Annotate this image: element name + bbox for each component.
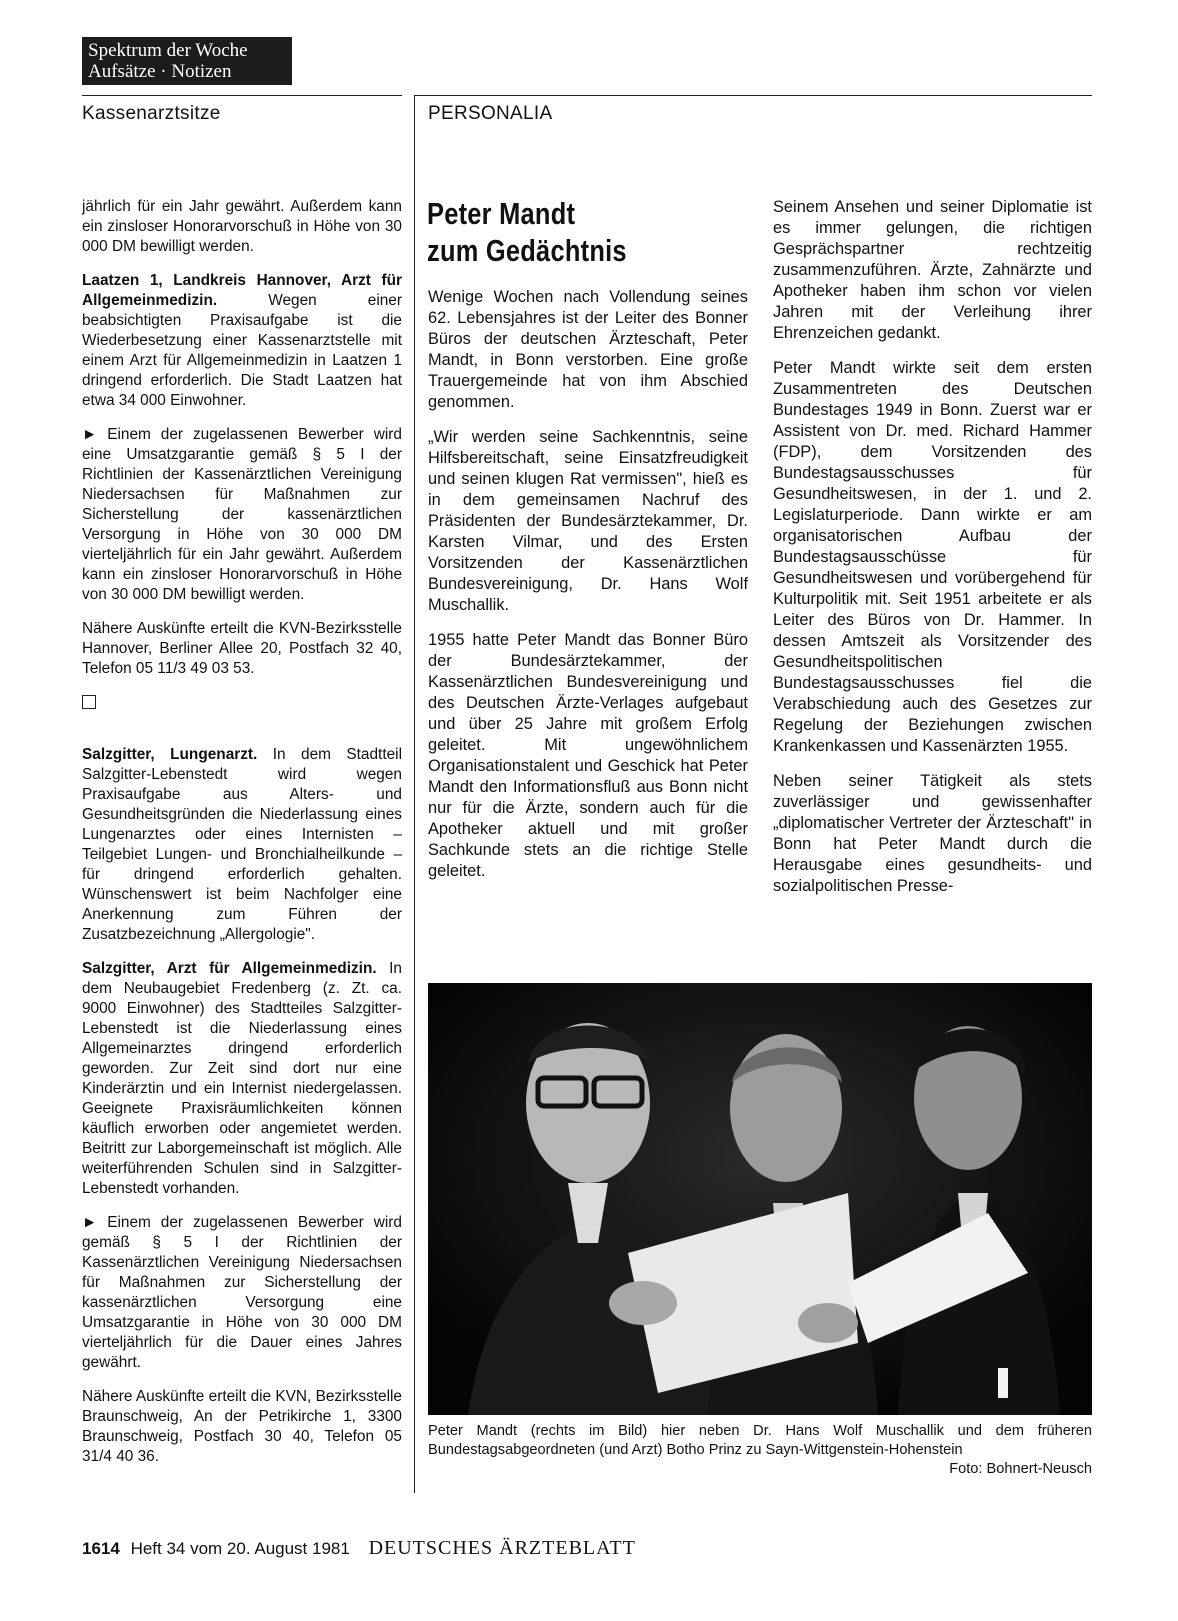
page-footer [82, 1537, 636, 1560]
brand-line-1: Spektrum der Woche [88, 40, 248, 61]
issue-info: Heft 34 vom 20. August 1981 [130, 1539, 350, 1558]
left-paragraph-5 [82, 745, 402, 945]
section-label-right: PERSONALIA [428, 103, 553, 124]
section-brand-box [82, 37, 292, 85]
headline-line-2: zum Gedächtnis [427, 233, 627, 268]
page-number: 1614 [82, 1539, 120, 1558]
left-paragraph-1: jährlich für ein Jahr gewährt. Außerdem kann ein zinsloser Honorarvorschuß in Höhe von 30 000 DM bewilligt werden. [82, 198, 402, 255]
left-paragraph-7: ► Einem der zugelassenen Bewerber wird gemäß § 5 I der Richtlinien der Kassenärztlichen Vereinigung Niedersachsen für Maßnahmen zur Sicherstellung der kassenärztlichen Versorgung eine Umsatzgarantie in Höhe von 30 000 DM vierteljährlich für die Dauer eines Jahres gewährt. [82, 1214, 402, 1371]
article-column-1 [428, 287, 748, 896]
article-headline [427, 195, 689, 269]
left-paragraph-5-heading: Salzgitter, Lungenarzt. [82, 746, 258, 763]
article-col1-paragraph-2: „Wir werden seine Sachkenntnis, seine Hilfsbereitschaft, seine Einsatzfreudigkeit und seinen klugen Rat vermissen", hieß es in dem gemeinsamen Nachruf des Präsidenten der Bundesärztekammer, Dr. Karsten Vilmar, und des Ersten Vorsitzenden der Kassenärztlichen Bundesvereinigung, Dr. Hans Wolf Muschallik. [428, 428, 748, 614]
article-col1-paragraph-3: 1955 hatte Peter Mandt das Bonner Büro der Bundesärztekammer, der Kassenärztlichen Bundesvereinigung und des Deutschen Ärzte-Verlages aufgebaut und über 25 Jahre mit großem Erfolg geleitet. Mit ungewöhnlichem Organisationstalent und Geschick hat Peter Mandt den Informationsfluß aus Bonn nicht nur für die Ärzte, sondern auch für die Apotheker aktuell und mit großer Sachkunde stets an die richtige Stelle geleitet. [428, 631, 748, 880]
top-rule-right [414, 95, 1092, 96]
column-divider [414, 95, 415, 1493]
article-column-2 [773, 197, 1092, 911]
left-paragraph-4: Nähere Auskünfte erteilt die KVN-Bezirksstelle Hannover, Berliner Allee 20, Postfach 32 40, Telefon 05 11/3 49 03 53. [82, 620, 402, 677]
article-col2-paragraph-1: Seinem Ansehen und seiner Diplomatie ist es immer gelungen, die richtigen Gesprächspartner rechtzeitig zusammenzuführen. Ärzte, Zahnärzte und Apotheker haben ihm schon vor vielen Jahren mit der Verleihung ihrer Ehrenzeichen gedankt. [773, 198, 1092, 342]
article-photo [428, 983, 1092, 1415]
left-paragraph-3: ► Einem der zugelassenen Bewerber wird eine Umsatzgarantie gemäß § 5 I der Richtlinien der Kassenärztlichen Vereinigung Niedersachsen für Maßnahmen zur Sicherstellung der kassenärztlichen Versorgung in Höhe von 30 000 DM vierteljährlich für ein Jahr gewährt. Außerdem kann ein zinsloser Honorarvorschuß in Höhe von 30 000 DM bewilligt werden. [82, 426, 402, 603]
left-paragraph-6 [82, 959, 402, 1199]
section-label-left: Kassenarztsitze [82, 103, 221, 124]
square-icon [82, 695, 96, 709]
journal-name: DEUTSCHES ÄRZTEBLATT [368, 1537, 636, 1559]
photo-illustration [428, 983, 1092, 1415]
left-paragraph-5-text: In dem Stadtteil Salzgitter-Lebenstedt wird wegen Praxisaufgabe aus Alters- und Gesundheitsgründen die Niederlassung eines Lungenarztes oder eines Internisten – Teilgebiet Lungen- und Bronchialheilkunde – für dringend erforderlich gehalten. Wünschenswert ist beim Nachfolger eine Anerkennung zum Führen der Zusatzbezeichnung „Allergologie". [82, 746, 403, 943]
left-paragraph-2 [82, 271, 402, 411]
left-paragraph-8: Nähere Auskünfte erteilt die KVN, Bezirksstelle Braunschweig, An der Petrikirche 1, 3300 Braunschweig, Postfach 30 40, Telefon 05 31/4 40 36. [82, 1388, 402, 1465]
left-paragraph-6-text: In dem Neubaugebiet Fredenberg (z. Zt. ca. 9000 Einwohner) des Stadtteiles Salzgitter-Lebenstedt ist die Niederlassung eines Allgemeinarztes dringend erforderlich geworden. Zur Zeit sind dort nur eine Kinderärztin und ein Internist niedergelassen. Geeignete Praxisräumlichkeiten können käuflich erworben oder angemietet werden. Beitritt zur Laborgemeinschaft ist möglich. Alle weiterführenden Schulen sind in Salzgitter-Lebenstedt vorhanden. [82, 960, 402, 1197]
article-col2-paragraph-3: Neben seiner Tätigkeit als stets zuverlässiger und gewissenhafter „diplomatischer Vertreter der Ärzteschaft" in Bonn hat Peter Mandt durch die Herausgabe eines gesundheits- und sozialpolitischen Presse- [773, 772, 1092, 895]
left-paragraph-2-text: Wegen einer beabsichtigten Praxisaufgabe ist die Wiederbesetzung einer Kassenarztstelle mit einem Arzt für Allgemeinmedizin in Laatzen 1 dringend erforderlich. Die Stadt Laatzen hat etwa 34 000 Einwohner. [82, 292, 402, 409]
headline-line-1: Peter Mandt [427, 196, 576, 231]
separator-square [82, 695, 402, 715]
left-paragraph-6-heading: Salzgitter, Arzt für Allgemeinmedizin. [82, 960, 377, 977]
brand-line-2: Aufsätze · Notizen [88, 61, 232, 82]
article-col1-paragraph-1: Wenige Wochen nach Vollendung seines 62. Lebensjahres ist der Leiter des Bonner Büros der deutschen Ärzteschaft, Peter Mandt, in Bonn verstorben. Eine große Trauergemeinde hat von ihm Abschied genommen. [428, 288, 748, 411]
left-paragraph-2-heading: Laatzen 1, Landkreis Hannover, Arzt für Allgemeinmedizin. [82, 272, 402, 309]
photo-credit: Foto: Bohnert-Neusch [949, 1461, 1092, 1477]
article-col2-paragraph-2: Peter Mandt wirkte seit dem ersten Zusammentreten des Deutschen Bundestages 1949 in Bonn. Zuerst war er Assistent von Dr. med. Richard Hammer (FDP), dem Vorsitzenden des Bundestagsausschusses für Gesundheitswesen, in der 1. und 2. Legislaturperiode. Dann wirkte er am organisatorischen Aufbau der Bundestagsausschüsse für Gesundheitswesen und vorübergehend für Kulturpolitik mit. Seit 1951 arbeitete er als Leiter des Büros von Dr. Hammer. In dessen Amtszeit als Vorsitzender des Gesundheitspolitischen Bundestagsausschusses fiel die Verabschiedung auch des Gesetzes zur Regelung der Beziehungen zwischen Krankenkassen und Kassenärzten 1955. [773, 359, 1092, 755]
left-column [82, 197, 402, 1481]
photo-caption: Peter Mandt (rechts im Bild) hier neben Dr. Hans Wolf Muschallik und dem früheren Bundestagsabgeordneten (und Arzt) Botho Prinz zu Sayn-Wittgenstein-Hohenstein [428, 1423, 1092, 1458]
top-rule-left [82, 95, 402, 96]
